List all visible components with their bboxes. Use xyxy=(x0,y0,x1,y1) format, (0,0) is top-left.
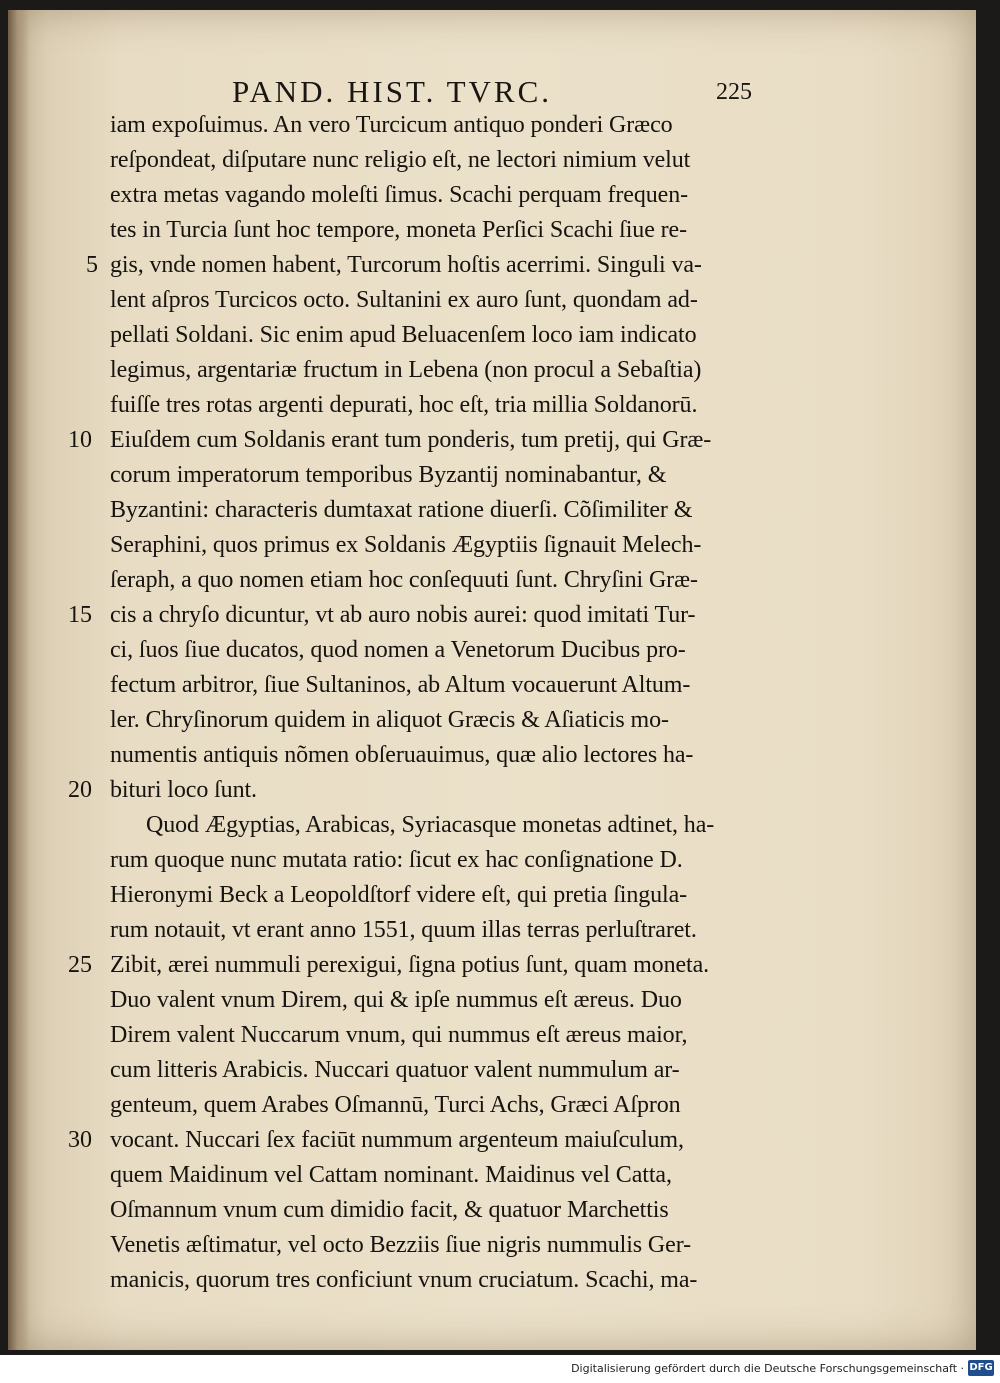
funding-credit: Digitalisierung gefördert durch die Deutsche Forschungsgemeinschaft · xyxy=(571,1362,964,1375)
text-line: genteum, quem Arabes Oſmannū, Turci Achs, Græci Aſpron xyxy=(110,1092,681,1118)
text-line: legimus, argentariæ fructum in Lebena (non procul a Sebaſtia) xyxy=(110,357,702,383)
running-title: PAND. HIST. TVRC. xyxy=(232,74,553,109)
page-number: 225 xyxy=(716,79,752,105)
line-number: 20 xyxy=(68,777,92,803)
text-line: Quod Ægyptias, Arabicas, Syriacasque monetas adtinet, ha- xyxy=(146,812,715,838)
text-line: Duo valent vnum Direm, qui & ipſe nummus eſt æreus. Duo xyxy=(110,987,682,1013)
text-line: cis a chryſo dicuntur, vt ab auro nobis aurei: quod imitati Tur- xyxy=(110,602,696,628)
text-line: bituri loco ſunt. xyxy=(110,777,257,803)
text-line: rum quoque nunc mutata ratio: ſicut ex hac conſignatione D. xyxy=(110,847,683,873)
text-line: gis, vnde nomen habent, Turcorum hoſtis acerrimi. Singuli va- xyxy=(110,252,702,278)
line-number: 25 xyxy=(68,952,92,978)
text-line: Seraphini, quos primus ex Soldanis Ægyptiis ſignauit Melech- xyxy=(110,532,702,558)
text-line: Zibit, ærei nummuli perexigui, ſigna potius ſunt, quam moneta. xyxy=(110,952,710,978)
text-line: rum notauit, vt erant anno 1551, quum illas terras perluſtraret. xyxy=(110,917,697,943)
line-number: 15 xyxy=(68,602,92,628)
text-line: ſeraph, a quo nomen etiam hoc conſequuti ſunt. Chryſini Græ- xyxy=(110,567,698,593)
text-line: vocant. Nuccari ſex faciūt nummum argenteum maiuſculum, xyxy=(110,1127,684,1153)
text-line: Eiuſdem cum Soldanis erant tum ponderis, tum pretij, qui Græ- xyxy=(110,427,712,453)
text-line: cum litteris Arabicis. Nuccari quatuor valent nummulum ar- xyxy=(110,1057,680,1083)
line-number: 10 xyxy=(68,427,92,453)
text-line: Venetis æſtimatur, vel octo Bezziis ſiue nigris nummulis Ger- xyxy=(110,1232,692,1258)
text-line: pellati Soldani. Sic enim apud Beluacenſem loco iam indicato xyxy=(110,322,697,348)
text-line: ler. Chryſinorum quidem in aliquot Græcis & Aſiaticis mo- xyxy=(110,707,669,733)
text-line: Hieronymi Beck a Leopoldſtorf videre eſt, qui pretia ſingula- xyxy=(110,882,688,908)
text-line: extra metas vagando moleſti ſimus. Scachi perquam frequen- xyxy=(110,182,689,208)
text-line: ci, ſuos ſiue ducatos, quod nomen a Venetorum Ducibus pro- xyxy=(110,637,686,663)
text-line: Byzantini: characteris dumtaxat ratione diuerſi. Cõſimiliter & xyxy=(110,497,693,523)
text-line: Oſmannum vnum cum dimidio facit, & quatuor Marchettis xyxy=(110,1197,669,1223)
text-line: lent aſpros Turcicos octo. Sultanini ex auro ſunt, quondam ad- xyxy=(110,287,698,313)
line-number: 30 xyxy=(68,1127,92,1153)
text-line: numentis antiquis nõmen obſeruauimus, quæ alio lectores ha- xyxy=(110,742,694,768)
dfg-logo-icon: DFG xyxy=(968,1360,994,1376)
text-line: tes in Turcia ſunt hoc tempore, moneta Perſici Scachi ſiue re- xyxy=(110,217,687,243)
footer-bar xyxy=(0,1356,1000,1383)
text-line: Direm valent Nuccarum vnum, qui nummus eſt æreus maior, xyxy=(110,1022,688,1048)
text-line: manicis, quorum tres conficiunt vnum cruciatum. Scachi, ma- xyxy=(110,1267,698,1293)
line-number: 5 xyxy=(86,252,98,278)
text-line: fuiſſe tres rotas argenti depurati, hoc eſt, tria millia Soldanorū. xyxy=(110,392,698,418)
text-line: iam expoſuimus. An vero Turcicum antiquo ponderi Græco xyxy=(110,112,673,138)
text-line: quem Maidinum vel Cattam nominant. Maidinus vel Catta, xyxy=(110,1162,672,1188)
page-gutter-shadow xyxy=(8,10,30,1350)
text-line: corum imperatorum temporibus Byzantij nominabantur, & xyxy=(110,462,667,488)
text-line: reſpondeat, diſputare nunc religio eſt, ne lectori nimium velut xyxy=(110,147,691,173)
text-line: fectum arbitror, ſiue Sultaninos, ab Altum vocauerunt Altum- xyxy=(110,672,691,698)
